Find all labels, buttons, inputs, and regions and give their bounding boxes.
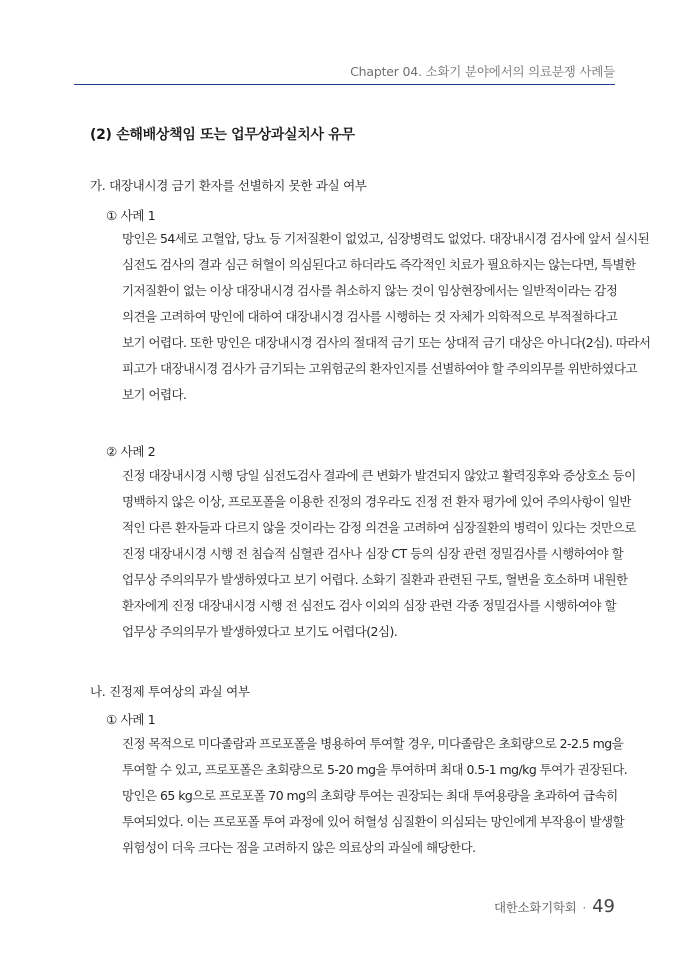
case-paragraph-ga-2 <box>122 463 636 645</box>
paragraph-line: 심전도 검사의 결과 심근 허혈이 의심된다고 하더라도 즉각적인 치료가 필요하지는 않는다면, 특별한 <box>122 257 636 272</box>
case-heading-na-1: ① 사례 1 <box>106 712 156 727</box>
paragraph-line: 기저질환이 없는 이상 대장내시경 검사를 취소하지 않는 것이 임상현장에서는 일반적이라는 감정 <box>122 283 618 298</box>
paragraph-line: 망인은 65 kg으로 프로포폴 70 mg의 초회량 투여는 권장되는 최대 투여용량을 초과하여 급속히 <box>122 788 618 803</box>
chapter-header: Chapter 04. 소화기 분야에서의 의료분쟁 사례들 <box>350 64 615 79</box>
paragraph-line: 진정 대장내시경 시행 당일 심전도검사 결과에 큰 변화가 발견되지 않았고 활력징후와 증상호소 등이 <box>122 468 636 483</box>
paragraph-line: 명백하지 않은 이상, 프로포폴을 이용한 진정의 경우라도 진정 전 환자 평가에 있어 주의사항이 일반 <box>122 494 631 509</box>
page-footer <box>494 896 615 917</box>
case-heading-ga-2: ② 사례 2 <box>106 444 156 459</box>
section-title: (2) 손해배상책임 또는 업무상과실치사 유무 <box>90 127 355 143</box>
paragraph-line: 위험성이 더욱 크다는 점을 고려하지 않은 의료상의 과실에 해당한다. <box>122 840 476 855</box>
paragraph-line: 업무상 주의의무가 발생하였다고 보기 어렵다. 소화기 질환과 관련된 구토, 혈변을 호소하며 내원한 <box>122 572 628 587</box>
header-divider <box>74 84 615 85</box>
footer-separator: · <box>582 900 587 915</box>
case-heading-ga-1: ① 사례 1 <box>106 208 156 223</box>
paragraph-line: 진정 대장내시경 시행 전 침습적 심혈관 검사나 심장 CT 등의 심장 관련 정밀검사를 시행하여야 할 <box>122 546 624 561</box>
block-heading-ga: 가. 대장내시경 금기 환자를 선별하지 못한 과실 여부 <box>90 178 367 193</box>
paragraph-line: 투여할 수 있고, 프로포폴은 초회량으로 5-20 mg을 투여하며 최대 0.5-1 mg/kg 투여가 권장된다. <box>122 762 628 777</box>
block-heading-na: 나. 진정제 투여상의 과실 여부 <box>90 684 250 699</box>
paragraph-line: 업무상 주의의무가 발생하였다고 보기도 어렵다(2심). <box>122 624 398 639</box>
paragraph-line: 진정 목적으로 미다졸람과 프로포폴을 병용하여 투여할 경우, 미다졸람은 초회량으로 2-2.5 mg을 <box>122 736 624 751</box>
page-number: 49 <box>592 896 615 917</box>
paragraph-line: 보기 어렵다. <box>122 387 187 402</box>
case-paragraph-na-1 <box>122 731 628 861</box>
paragraph-line: 망인은 54세로 고혈압, 당뇨 등 기저질환이 없었고, 심장병력도 없었다. 대장내시경 검사에 앞서 실시된 <box>122 231 650 246</box>
paragraph-line: 적인 다른 환자들과 다르지 않을 것이라는 감정 의견을 고려하여 심장질환의 병력이 있다는 것만으로 <box>122 520 636 535</box>
paragraph-line: 투여되었다. 이는 프로포폴 투여 과정에 있어 허혈성 심질환이 의심되는 망인에게 부작용이 발생할 <box>122 814 625 829</box>
paragraph-line: 보기 어렵다. 또한 망인은 대장내시경 검사의 절대적 금기 또는 상대적 금기 대상은 아니다(2심). 따라서 <box>122 335 651 350</box>
paragraph-line: 환자에게 진정 대장내시경 시행 전 심전도 검사 이외의 심장 관련 각종 정밀검사를 시행하여야 할 <box>122 598 616 613</box>
paragraph-line: 피고가 대장내시경 검사가 금기되는 고위험군의 환자인지를 선별하여야 할 주의의무를 위반하였다고 <box>122 361 637 376</box>
society-name: 대한소화기학회 <box>493 900 577 915</box>
paragraph-line: 의견을 고려하여 망인에 대하여 대장내시경 검사를 시행하는 것 자체가 의학적으로 부적절하다고 <box>122 309 618 324</box>
case-paragraph-ga-1 <box>122 226 651 408</box>
